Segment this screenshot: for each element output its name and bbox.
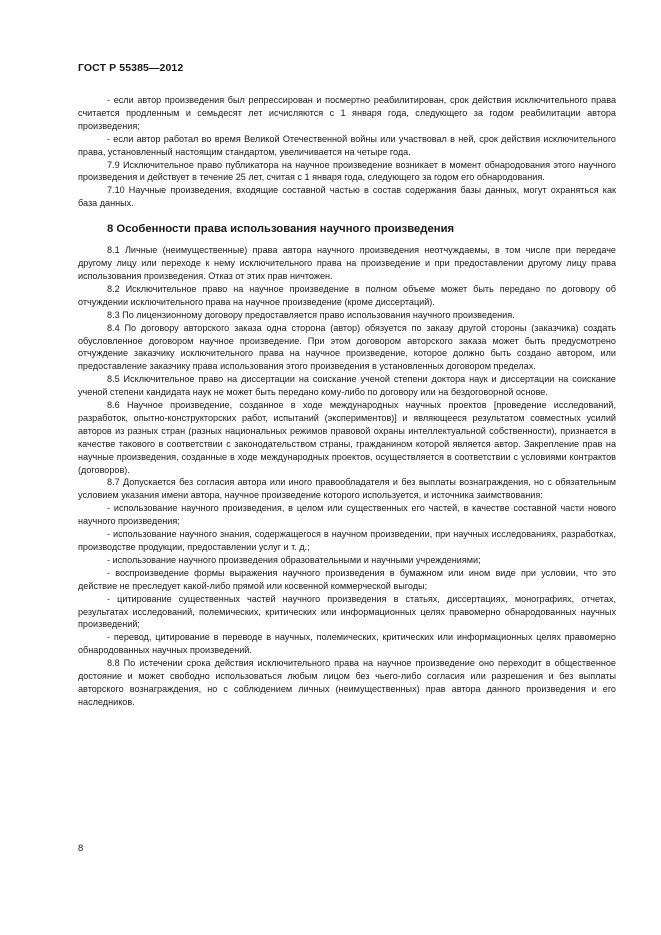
paragraph: 8.7 Допускается без согласия автора или иного правообладателя и без выплаты вознаграждения, но с обязательным условием указания имени автора, научное произведение которого используется, и источника заимствования: (78, 477, 616, 501)
paragraph: 8.4 По договору авторского заказа одна сторона (автор) обязуется по заказу другой стороны (заказчика) создать обусловленное договором научное произведение. При этом договором авторского заказа может быть предусмотрено отчуждение заказчику исключительного права на научное произведение, которое должно быть создано автором, или предоставление заказчику права использования этого произведения в установленных договором пределах. (78, 322, 616, 372)
section-title: 8 Особенности права использования научного произведения (107, 223, 455, 236)
paragraph: 8.1 Личные (неимущественные) права автора научного произведения неотчуждаемы, в том числе при передаче другому лицу или переходе к нему исключительного права на произведение и при предоставлении другому лицу права использования произведения. Отказ от этих прав ничтожен. (78, 245, 616, 281)
paragraph: 8.8 По истечении срока действия исключительного права на научное произведение оно переходит в общественное достояние и может свободно использоваться любым лицом без чьего-либо согласия или разрешения и без выплаты авторского вознаграждения, но с соблюдением личных (неимущественных) прав автора данного произведения и его наследников. (78, 658, 616, 707)
paragraph: 8.2 Исключительное право на научное произведение в полном объеме может быть передано по договору об отчуждении исключительного права на научное произведение (кроме диссертаций). (78, 283, 616, 307)
paragraph: 8.6 Научное произведение, созданное в ходе международных научных проектов [проведение исследований, разработок, опытно-конструкторских работ, испытаний (экспериментов)] и являющееся результатом совместных усилий авторов из разных стран (разных национальных режимов правовой охраны интеллектуальной собственности), признается в качестве такового в соответствии с законодательством страны, гражданином которой является автор. Закрепление прав на научные произведения, созданные в ходе международных проектов, осуществляется в соответствии с условиями контрактов (договоров). (78, 400, 616, 475)
paragraph: 8.3 По лицензионному договору предоставляется право использования научного произведения. (107, 309, 515, 320)
page-number: 8 (78, 843, 84, 854)
list-item: - использование научного произведения образовательными и научными учреждениями; (107, 554, 481, 565)
list-item: - цитирование существенных частей научного произведения в статьях, диссертациях, монографиях, отчетах, результатах исследований, полемических, критических или информационных целях правомерно обнародованных научных произведений; (78, 593, 616, 630)
paragraph: 7.9 Исключительное право публикатора на научное произведение возникает в момент обнародования этого научного произведения и действует в течение 25 лет, считая с 1 января года, следующего за годом его обнародования. (78, 159, 616, 183)
paragraph: 8.5 Исключительное право на диссертации на соискание ученой степени доктора наук и диссертации на соискание ученой степени кандидата наук не может быть передано кому-либо по договору или на бездоговорной основе. (78, 374, 616, 398)
list-item: - использование научного знания, содержащегося в научном произведении, при научных исследованиях, разработках, производстве продукции, предоставлении услуг и т. д.; (78, 529, 616, 552)
paragraph: - если автор работал во время Великой Отечественной войны или участвовал в ней, срок действия исключительного права, установленный настоящим стандартом, увеличивается на четыре года. (78, 133, 616, 157)
standard-designation: ГОСТ Р 55385—2012 (78, 62, 184, 74)
list-item: - перевод, цитирование в переводе в научных, полемических, критических или информационных целях правомерно обнародованных научных произведений. (78, 632, 616, 656)
document-body (78, 94, 616, 709)
paragraph: - если автор произведения был репрессирован и посмертно реабилитирован, срок действия исключительного права считается продленным и семьдесят лет исчисляются с 1 января года, следующего за годом реабилитации автора произведения; (78, 95, 616, 131)
paragraph: 7.10 Научные произведения, входящие составной частью в состав содержания базы данных, могут охраняться как база данных. (78, 185, 616, 209)
list-item: - воспроизведение формы выражения научного произведения в бумажном или ином виде при условии, что это действие не преследует какой-либо прямой или косвенной коммерческой выгоды; (78, 567, 616, 591)
list-item: - использование научного произведения, в целом или существенных его частей, в качестве составной части нового научного произведения; (78, 503, 616, 527)
